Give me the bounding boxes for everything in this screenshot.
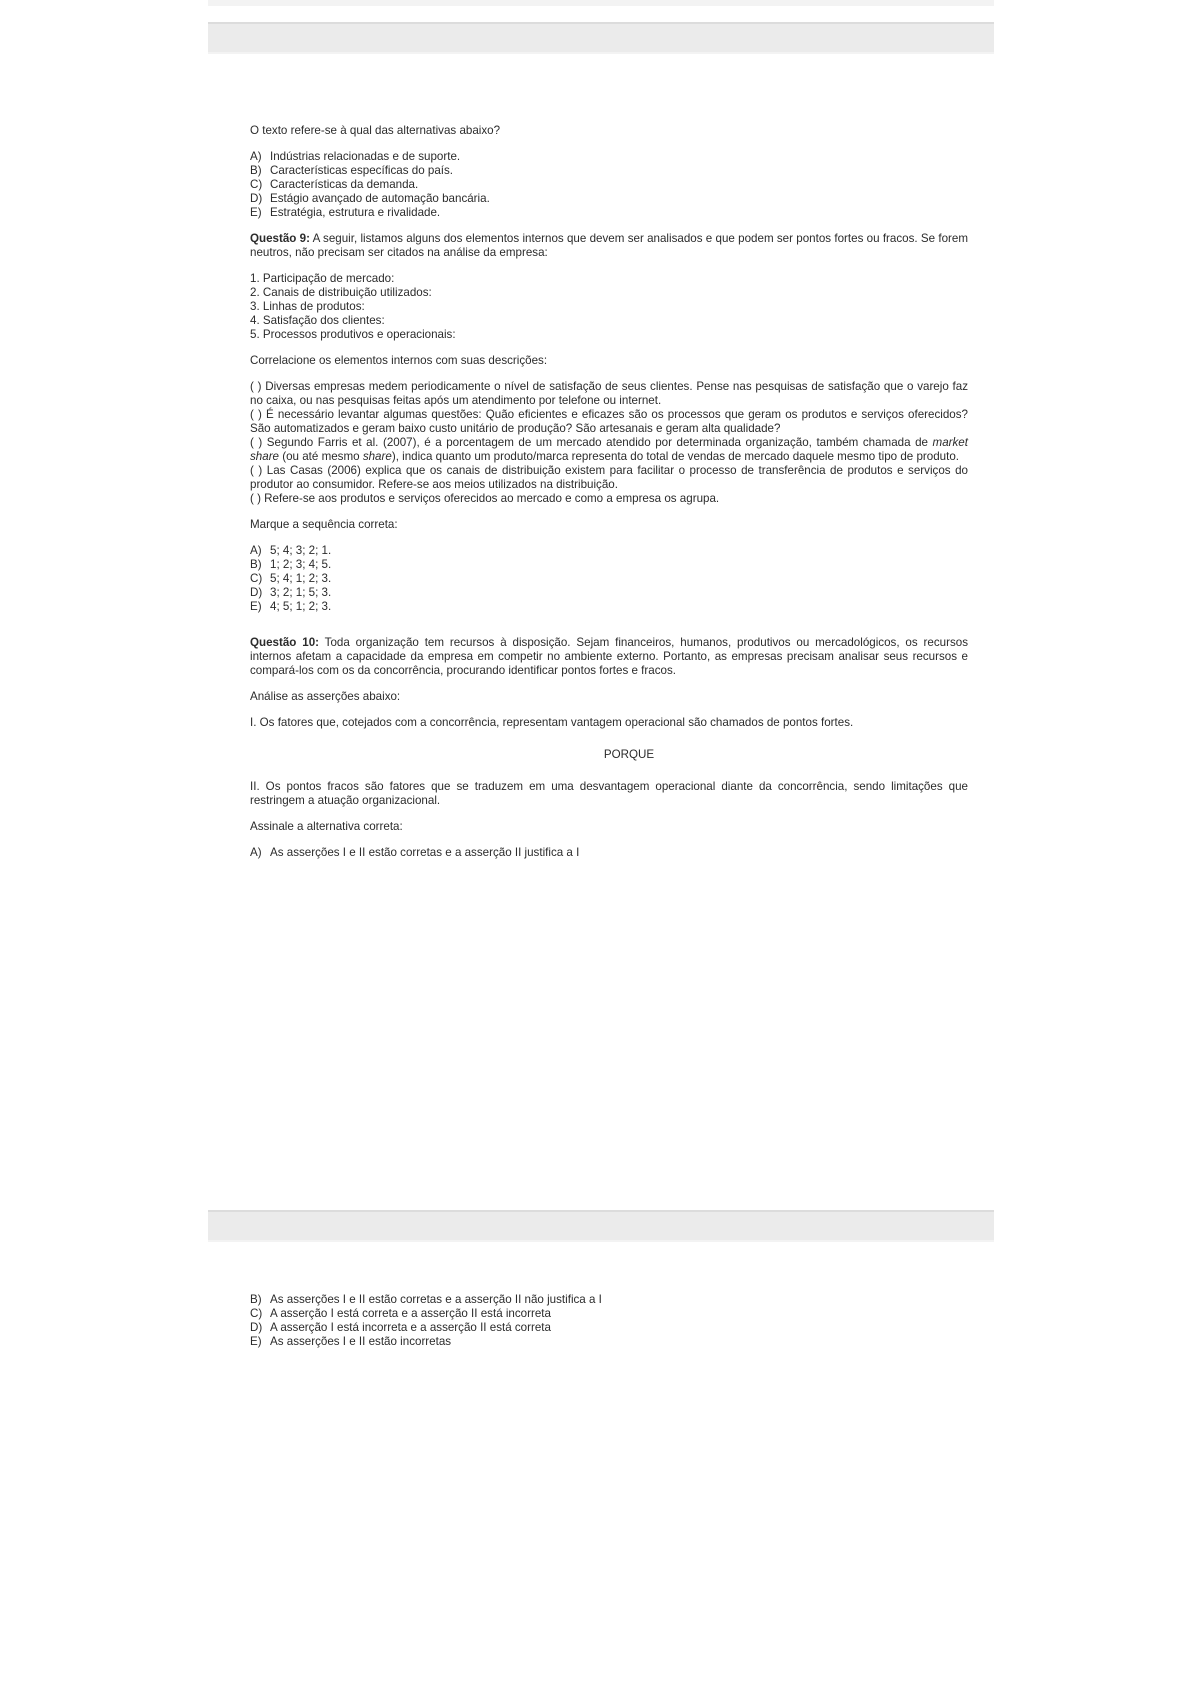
q9-option-c: C) 5; 4; 1; 2; 3.: [250, 572, 332, 585]
q9-options: [250, 544, 968, 614]
q9-element-3: 3. Linhas de produtos:: [250, 300, 365, 313]
page-top-edge: [208, 0, 994, 6]
q10-assertion-2: II. Os pontos fracos são fatores que se traduzem em uma desvantagem operacional diante da concorrência, sendo limitações que restringem a atuação organizacional.: [250, 780, 968, 807]
q9-element-5: 5. Processos produtivos e operacionais:: [250, 328, 456, 341]
q10-option-b: B) As asserções I e II estão corretas e a asserção II não justifica a I: [250, 1293, 602, 1306]
q9-description-2: ( ) É necessário levantar algumas questões: Quão eficientes e eficazes são os processos que geram os produtos e serviços oferecidos? São automatizados e geram baixo custo unitário de produção? São artesanais e geram alta qualidade?: [250, 408, 968, 435]
q10-option-c: C) A asserção I está correta e a asserção II está incorreta: [250, 1307, 551, 1320]
q9-description-5: ( ) Refere-se aos produtos e serviços oferecidos ao mercado e como a empresa os agrupa.: [250, 492, 720, 505]
document-page-2: [250, 1293, 968, 1361]
q9-statement: Questão 9: A seguir, listamos alguns dos elementos internos que devem ser analisados e que podem ser pontos fortes ou fracos. Se forem neutros, não precisam ser citados na análise da empresa:: [250, 232, 968, 259]
q10-option-e: E) As asserções I e II estão incorretas: [250, 1335, 452, 1348]
q9-element-4: 4. Satisfação dos clientes:: [250, 314, 385, 327]
intro-option-d: D) Estágio avançado de automação bancária.: [250, 192, 490, 205]
intro-option-b: B) Características específicas do país.: [250, 164, 454, 177]
q9-elements: [250, 272, 968, 342]
q9-description-4: ( ) Las Casas (2006) explica que os canais de distribuição existem para facilitar o processo de transferência de produtos e serviços do produtor ao consumidor. Refere-se aos meios utilizados na distribuição.: [250, 464, 968, 491]
q9-option-a: A) 5; 4; 3; 2; 1.: [250, 544, 332, 557]
q9-option-b: B) 1; 2; 3; 4; 5.: [250, 558, 332, 571]
intro-option-a: A) Indústrias relacionadas e de suporte.: [250, 150, 461, 163]
intro-options: [250, 150, 968, 220]
q9-description-3: ( ) Segundo Farris et al. (2007), é a porcentagem de um mercado atendido por determinada organização, também chamada de market share (ou até mesmo share), indica quanto um produto/marca representa do total de vendas de mercado daquele mesmo tipo de produto.: [250, 436, 968, 463]
q9-instruction: Correlacione os elementos internos com suas descrições:: [250, 354, 548, 367]
page-separator-middle: [208, 1210, 994, 1242]
q10-statement: Questão 10: Toda organização tem recursos à disposição. Sejam financeiros, humanos, produtivos ou mercadológicos, os recursos internos afetam a capacidade da empresa em competir no ambiente externo. Portanto, as empresas precisam analisar seus recursos e compará-los com os da concorrência, procurando identificar pontos fortes e fracos.: [250, 636, 968, 677]
intro-question: O texto refere-se à qual das alternativas abaixo?: [250, 124, 501, 137]
q10-title: Questão 10:: [250, 636, 320, 649]
q10-options-part2: [250, 1293, 968, 1349]
q9-option-d: D) 3; 2; 1; 5; 3.: [250, 586, 332, 599]
q9-element-2: 2. Canais de distribuição utilizados:: [250, 286, 432, 299]
q10-options-part1: [250, 846, 968, 860]
q10-instruction: Análise as asserções abaixo:: [250, 690, 401, 703]
q10-prompt: Assinale a alternativa correta:: [250, 820, 403, 833]
intro-option-e: E) Estratégia, estrutura e rivalidade.: [250, 206, 441, 219]
q10-assertion-1: I. Os fatores que, cotejados com a concorrência, representam vantagem operacional são chamados de pontos fortes.: [250, 716, 854, 729]
q9-description-1: ( ) Diversas empresas medem periodicamente o nível de satisfação de seus clientes. Pense nas pesquisas de satisfação que o varejo faz no caixa, ou nas pesquisas feitas após um atendimento por telefone ou internet.: [250, 380, 968, 407]
q10-connector: PORQUE: [603, 748, 655, 761]
page-separator-top: [208, 22, 994, 54]
q9-title: Questão 9:: [250, 232, 310, 245]
intro-option-c: C) Características da demanda.: [250, 178, 419, 191]
q9-descriptions: [250, 380, 968, 506]
q9-option-e: E) 4; 5; 1; 2; 3.: [250, 600, 332, 613]
q10-option-a: A) As asserções I e II estão corretas e a asserção II justifica a I: [250, 846, 580, 859]
q9-element-1: 1. Participação de mercado:: [250, 272, 395, 285]
document-page-1: [250, 124, 968, 872]
q10-option-d: D) A asserção I está incorreta e a asserção II está correta: [250, 1321, 551, 1334]
q9-prompt: Marque a sequência correta:: [250, 518, 398, 531]
